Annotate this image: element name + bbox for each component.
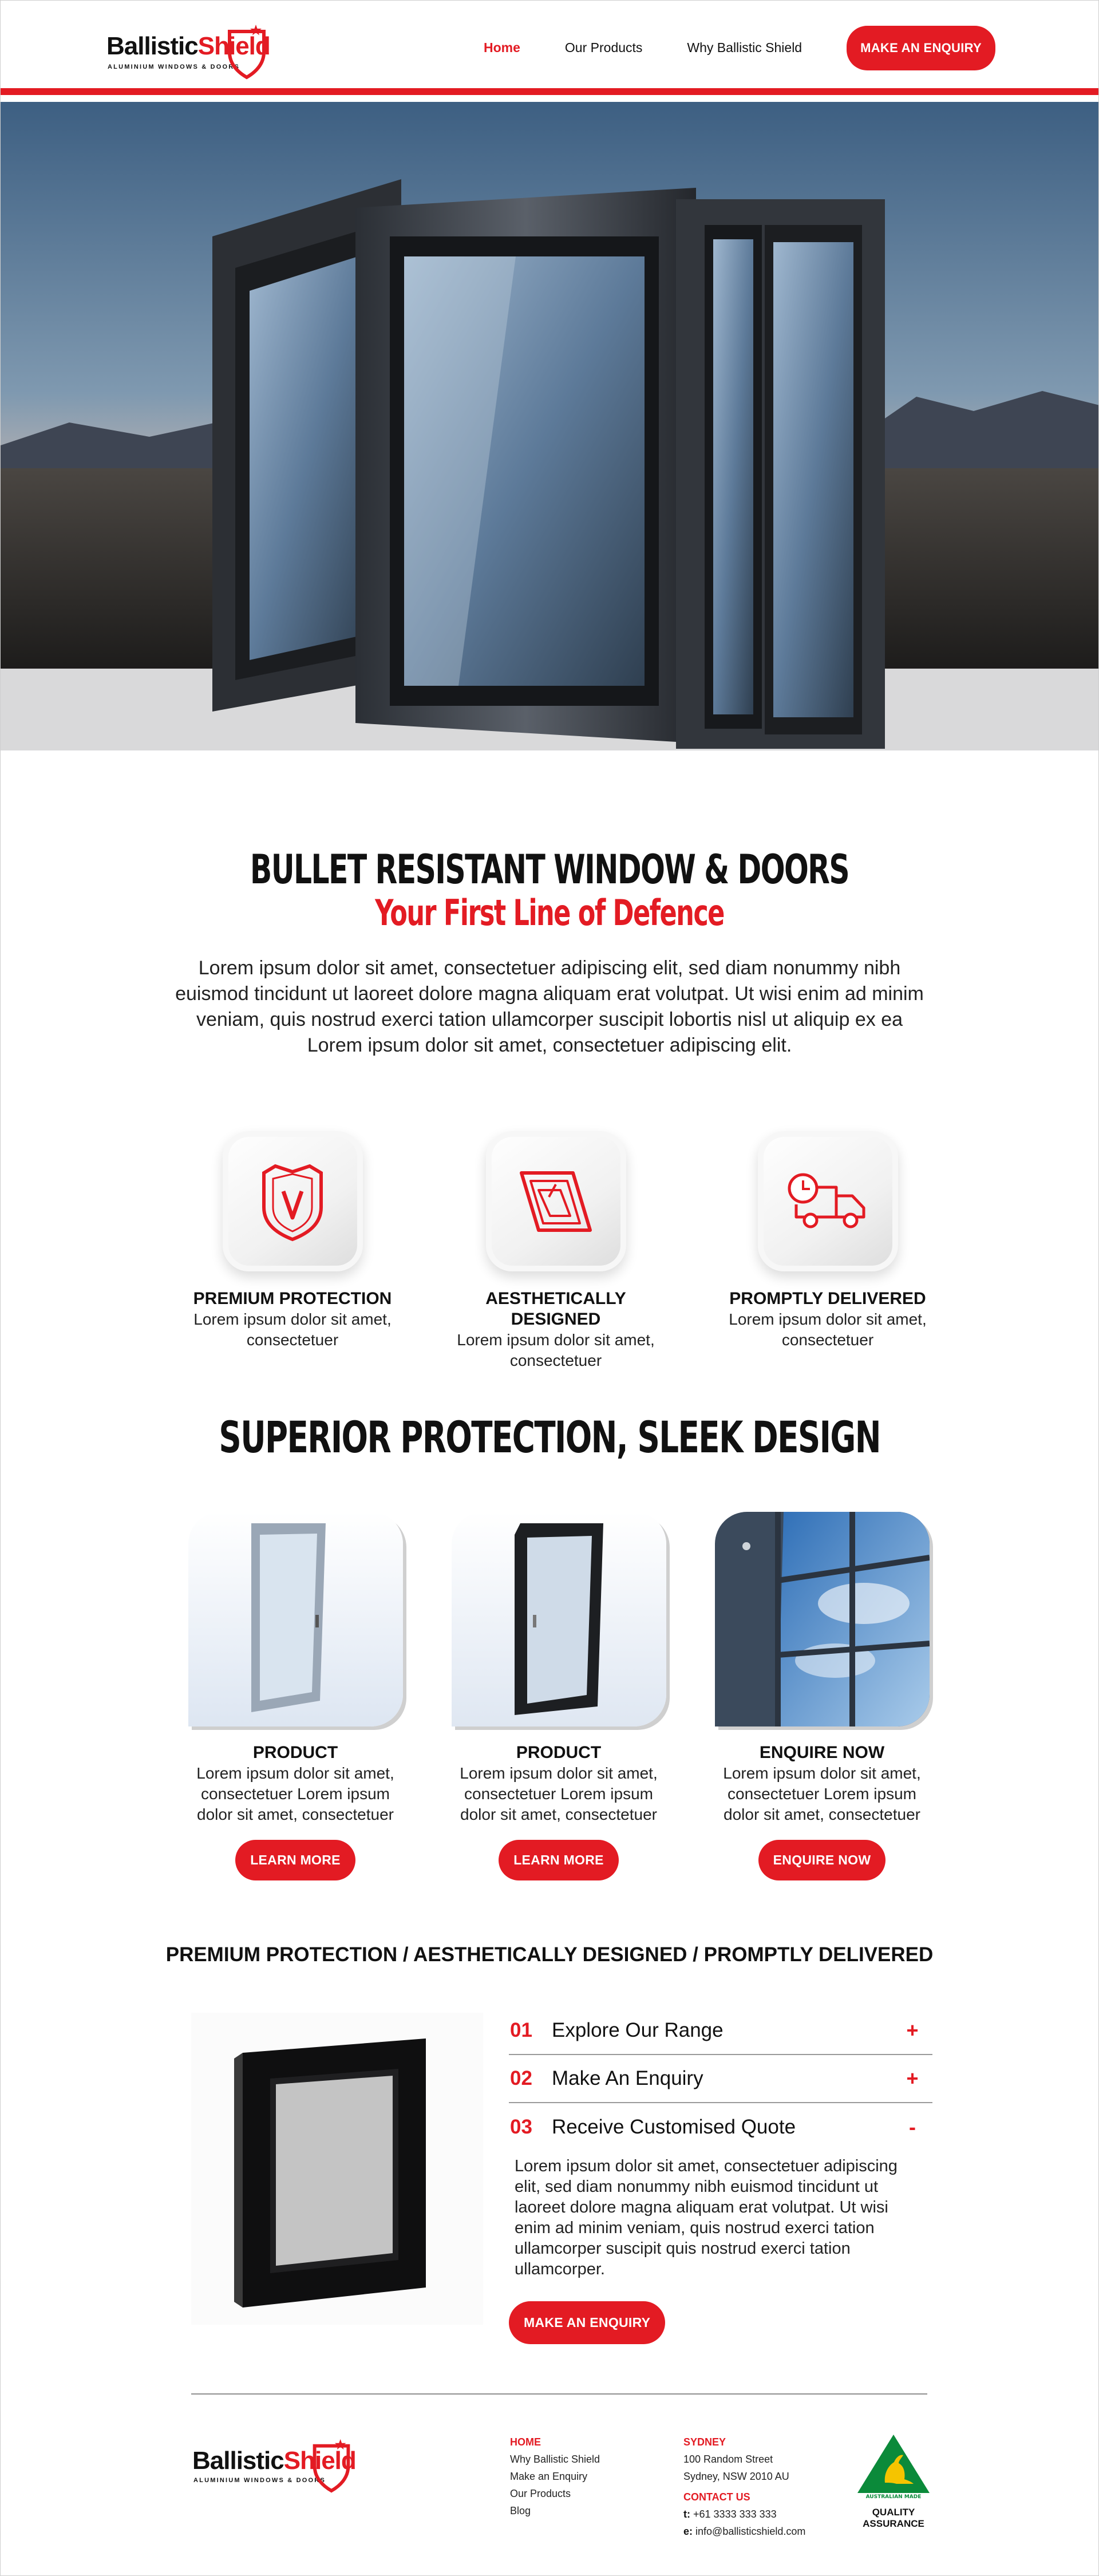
- glass-facade-image: [715, 1512, 930, 1726]
- steps-accordion: [509, 2007, 932, 2344]
- nav-our-products[interactable]: Our Products: [564, 40, 643, 55]
- product-desc: Lorem ipsum dolor sit amet, consectetuer Lorem ipsum dolor sit amet, consectetuer: [723, 1764, 921, 1823]
- phone-number: +61 3333 333 333: [693, 2508, 777, 2520]
- footer-link[interactable]: Our Products: [510, 2488, 571, 2499]
- intro-section: [1, 847, 1098, 1058]
- brand-name-part1: Ballistic: [106, 32, 198, 60]
- hero-image: [1, 102, 1098, 750]
- learn-more-button[interactable]: LEARN MORE: [499, 1840, 619, 1880]
- step-number: 01: [510, 2019, 532, 2041]
- door-image: [452, 1512, 666, 1726]
- brand-name-part2: Shield: [283, 2447, 356, 2475]
- feature-title: AESTHETICALLY DESIGNED: [485, 1289, 626, 1329]
- step-label: Explore Our Range: [552, 2019, 724, 2041]
- contact-heading: CONTACT US: [683, 2491, 750, 2503]
- brand-tagline: ALUMINIUM WINDOWS & DOORS: [108, 64, 240, 70]
- email-address: info@ballisticshield.com: [695, 2526, 806, 2537]
- tagline-banner: PREMIUM PROTECTION / AESTHETICALLY DESIGNED / PROMPTLY DELIVERED: [165, 1943, 934, 1966]
- accordion-item-quote[interactable]: [509, 2103, 932, 2151]
- footer-brand-logo[interactable]: [192, 2433, 364, 2491]
- feature-title: PREMIUM PROTECTION: [193, 1289, 392, 1308]
- make-enquiry-button[interactable]: MAKE AN ENQUIRY: [509, 2301, 665, 2344]
- feature-tile: [758, 1131, 898, 1271]
- features-row: [1, 1131, 1098, 1369]
- product-desc: Lorem ipsum dolor sit amet, consectetuer Lorem ipsum dolor sit amet, consectetuer: [196, 1764, 394, 1823]
- address-line: 100 Random Street: [683, 2453, 773, 2465]
- brand-logo[interactable]: [106, 22, 278, 80]
- shield-logo-icon: [224, 22, 270, 80]
- footer-link-home[interactable]: HOME: [510, 2436, 541, 2448]
- footer-links: [510, 2433, 600, 2519]
- nav-home[interactable]: Home: [484, 40, 520, 55]
- address-line: Sydney, NSW 2010 AU: [683, 2471, 789, 2482]
- intro-body: Lorem ipsum dolor sit amet, consectetuer adipiscing elit, sed diam nonummy nibh euismod tincidunt ut laoreet dolore magna aliquam erat volutpat. Ut wisi enim ad minim veniam, quis nostrud exerci tation ullamcorper suscipit lobortis nisl ut aliquip ex ea Lorem ipsum dolor sit amet, consectetuer adipiscing elit.: [175, 957, 924, 1056]
- expand-icon[interactable]: +: [906, 2018, 919, 2042]
- product-title: PRODUCT: [252, 1743, 338, 1762]
- window-product-image: [191, 2013, 483, 2325]
- step-number: 02: [510, 2067, 532, 2089]
- footer-divider: [191, 2393, 927, 2395]
- feature-aesthetically-designed: [441, 1131, 670, 1371]
- footer-link[interactable]: Blog: [510, 2505, 531, 2516]
- product-title: ENQUIRE NOW: [759, 1743, 885, 1762]
- shield-v-icon: [258, 1161, 327, 1242]
- make-enquiry-button[interactable]: MAKE AN ENQUIRY: [847, 26, 995, 70]
- feature-tile: [223, 1131, 363, 1271]
- phone-label: t:: [683, 2508, 690, 2520]
- section-title-text: SUPERIOR PROTECTION, SLEEK DESIGN: [219, 1412, 880, 1463]
- product-card: [713, 1512, 931, 1880]
- delivery-truck-icon: [785, 1170, 871, 1233]
- email-line[interactable]: [683, 2523, 805, 2540]
- brand-name-part1: Ballistic: [192, 2447, 284, 2475]
- brand-tagline: ALUMINIUM WINDOWS & DOORS: [193, 2477, 326, 2484]
- step-label: Receive Customised Quote: [552, 2116, 796, 2138]
- window-image: [191, 2013, 483, 2325]
- window-frame-icon: [516, 1167, 596, 1236]
- feature-premium-protection: [178, 1131, 407, 1350]
- feature-tile: [486, 1131, 626, 1271]
- feature-desc: Lorem ipsum dolor sit amet, consectetuer: [193, 1310, 392, 1349]
- shield-logo-icon: [309, 2437, 354, 2493]
- product-image[interactable]: [715, 1512, 930, 1726]
- site-header: [1, 1, 1098, 95]
- feature-desc: Lorem ipsum dolor sit amet, consectetuer: [457, 1331, 655, 1369]
- australian-made-badge: [856, 2433, 931, 2530]
- section-title: [1, 1412, 1098, 1463]
- accordion-body: Lorem ipsum dolor sit amet, consectetuer adipiscing elit, sed diam nonummy nibh euismod tincidunt ut laoreet dolore magna aliquam erat volutpat. Ut wisi enim ad minim veniam, quis nostrud exerci tation ullamcorper suscipit quis nostrud exerci tation ullamcorper.: [515, 2157, 898, 2278]
- collapse-icon[interactable]: -: [909, 2115, 916, 2139]
- badge-caption: AUSTRALIAN MADE: [865, 2494, 922, 2499]
- intro-subtitle: Your First Line of Defence: [375, 892, 724, 934]
- email-label: e:: [683, 2526, 693, 2537]
- door-image: [188, 1512, 403, 1726]
- nav-why-ballistic-shield[interactable]: Why Ballistic Shield: [687, 40, 802, 55]
- enquire-now-button[interactable]: ENQUIRE NOW: [758, 1840, 886, 1880]
- expand-icon[interactable]: +: [906, 2067, 919, 2090]
- product-title: PRODUCT: [516, 1743, 602, 1762]
- product-image[interactable]: [452, 1512, 666, 1726]
- product-image[interactable]: [188, 1512, 403, 1726]
- phone-line[interactable]: [683, 2506, 805, 2523]
- product-card: [187, 1512, 404, 1880]
- main-nav: [484, 1, 995, 95]
- learn-more-button[interactable]: LEARN MORE: [235, 1840, 355, 1880]
- accordion-item-explore[interactable]: [509, 2007, 932, 2055]
- product-desc: Lorem ipsum dolor sit amet, consectetuer Lorem ipsum dolor sit amet, consectetuer: [460, 1764, 658, 1823]
- assurance-line: ASSURANCE: [863, 2518, 924, 2529]
- accordion-item-enquiry[interactable]: [509, 2055, 932, 2103]
- quality-assurance-label: [856, 2507, 931, 2530]
- kangaroo-triangle-icon: [856, 2433, 931, 2499]
- brand-name-part2: Shield: [197, 32, 270, 60]
- step-label: Make An Enquiry: [552, 2067, 703, 2089]
- footer-link[interactable]: Make an Enquiry: [510, 2471, 588, 2482]
- feature-title: PROMPTLY DELIVERED: [729, 1289, 926, 1308]
- intro-title: BULLET RESISTANT WINDOW & DOORS: [250, 846, 849, 893]
- feature-promptly-delivered: [713, 1131, 942, 1350]
- feature-desc: Lorem ipsum dolor sit amet, consectetuer: [729, 1310, 927, 1349]
- product-card: [450, 1512, 667, 1880]
- quality-line: QUALITY: [872, 2507, 915, 2518]
- footer-contact: [683, 2433, 805, 2540]
- hero-windows-illustration: [1, 102, 1098, 750]
- step-number: 03: [510, 2116, 532, 2138]
- office-heading: SYDNEY: [683, 2436, 726, 2448]
- footer-link[interactable]: Why Ballistic Shield: [510, 2453, 600, 2465]
